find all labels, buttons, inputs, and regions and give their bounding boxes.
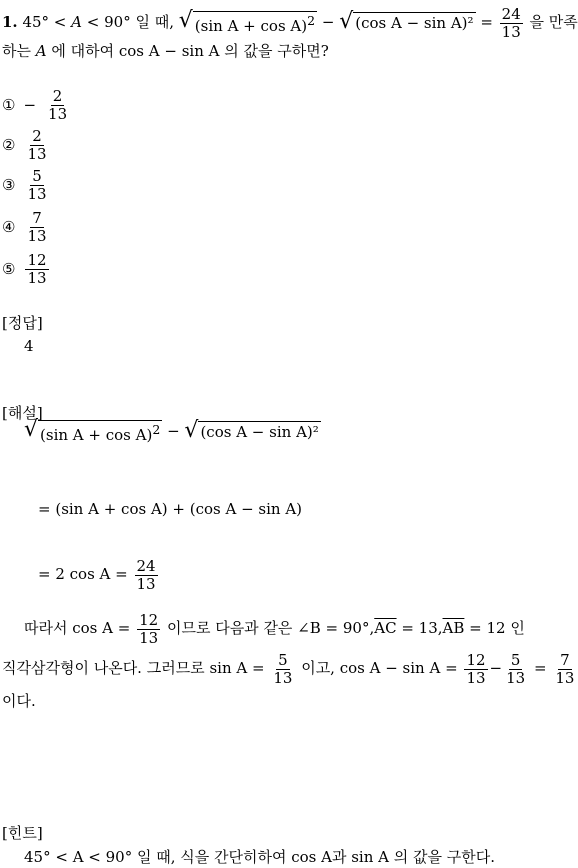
choice-fraction: $\frac{7}{13}$ [27, 209, 47, 245]
segment-ab: $\overline{AB}$ [442, 619, 465, 637]
choice-1[interactable] [2, 88, 71, 122]
choice-3[interactable] [2, 168, 51, 202]
sqrt-term-1: √ (sin A + cos A)$^2$ [24, 417, 161, 444]
p1-fraction: $\frac{12}{13}$ [139, 611, 159, 647]
question-line-2: 하는 A 에 대하여 cos A − sin A 의 값을 구하면? [2, 42, 329, 60]
choice-fraction: $\frac{2}{13}$ [27, 127, 47, 163]
choice-mark: ③ [2, 176, 16, 194]
choice-fraction: $\frac{5}{13}$ [27, 167, 47, 203]
rhs-fraction: $\frac{24}{13}$ [501, 5, 521, 41]
solution-paragraph-1: 따라서 cos A = $\frac{12}{13}$ 이므로 다음과 같은 ∠B = $90^\circ,\overline{AC} = 13,\overline{AB} = 12$ 인 [24, 611, 525, 647]
choice-mark: ⑤ [2, 260, 16, 278]
solution-line-1: √ (sin A + cos A)$^2$ − √ (cos A − sin A)² [24, 417, 319, 444]
choice-fraction: $\frac{2}{13}$ [48, 87, 68, 123]
solution-line-2: = (sin A + cos A) + (cos A − sin A) [38, 500, 303, 518]
answer-value: 4 [24, 337, 34, 355]
question-tail: 을 만족 [529, 13, 578, 31]
choice-sign: − [23, 96, 37, 114]
choice-4[interactable] [2, 210, 51, 244]
solution-line-3: = 2 cos A = $\frac{24}{13}$ [38, 557, 156, 593]
solution-paragraph-2: 직각삼각형이 나온다. 그러므로 sin A = $\frac{5}{13}$ 이고, cos A − sin A = $\frac{12}{13}$ − $\frac{5}{13}$ = $\frac{7}{13}$ [2, 651, 575, 687]
var-a: A [71, 13, 82, 31]
segment-ac: $\overline{AC}$ [374, 619, 397, 637]
solution-label: [해설] [2, 404, 43, 422]
question-line-1: 1. 45° < A < 90° 일 때, √ (sin A + cos A)$^2$ − √ (cos A − sin A)² = $\frac{24}{13}$ 을 만족 [2, 5, 578, 41]
solution-paragraph-3: 이다. [2, 692, 36, 710]
condition-suffix: < 90° 일 때, [82, 13, 174, 31]
question-number: 1. [2, 13, 18, 31]
choice-2[interactable] [2, 128, 51, 162]
choice-mark: ① [2, 96, 16, 114]
hint-label: [힌트] [2, 824, 43, 842]
answer-label: [정답] [2, 314, 43, 332]
line3-fraction: $\frac{24}{13}$ [136, 557, 156, 593]
sqrt-term-2: √ (cos A − sin A)² [184, 418, 319, 443]
choice-mark: ④ [2, 218, 16, 236]
sqrt-term-1: √ (sin A + cos A)$^2$ [178, 8, 316, 35]
hint-text: 45° < A < 90° 일 때, 식을 간단히하여 cos A과 sin A 의 값을 구한다. [24, 848, 495, 866]
condition-prefix: 45° < [22, 13, 72, 31]
choice-5[interactable] [2, 252, 51, 286]
sqrt-term-2: √ (cos A − sin A)² [339, 9, 474, 34]
choice-mark: ② [2, 136, 16, 154]
choice-fraction: $\frac{12}{13}$ [27, 251, 47, 287]
